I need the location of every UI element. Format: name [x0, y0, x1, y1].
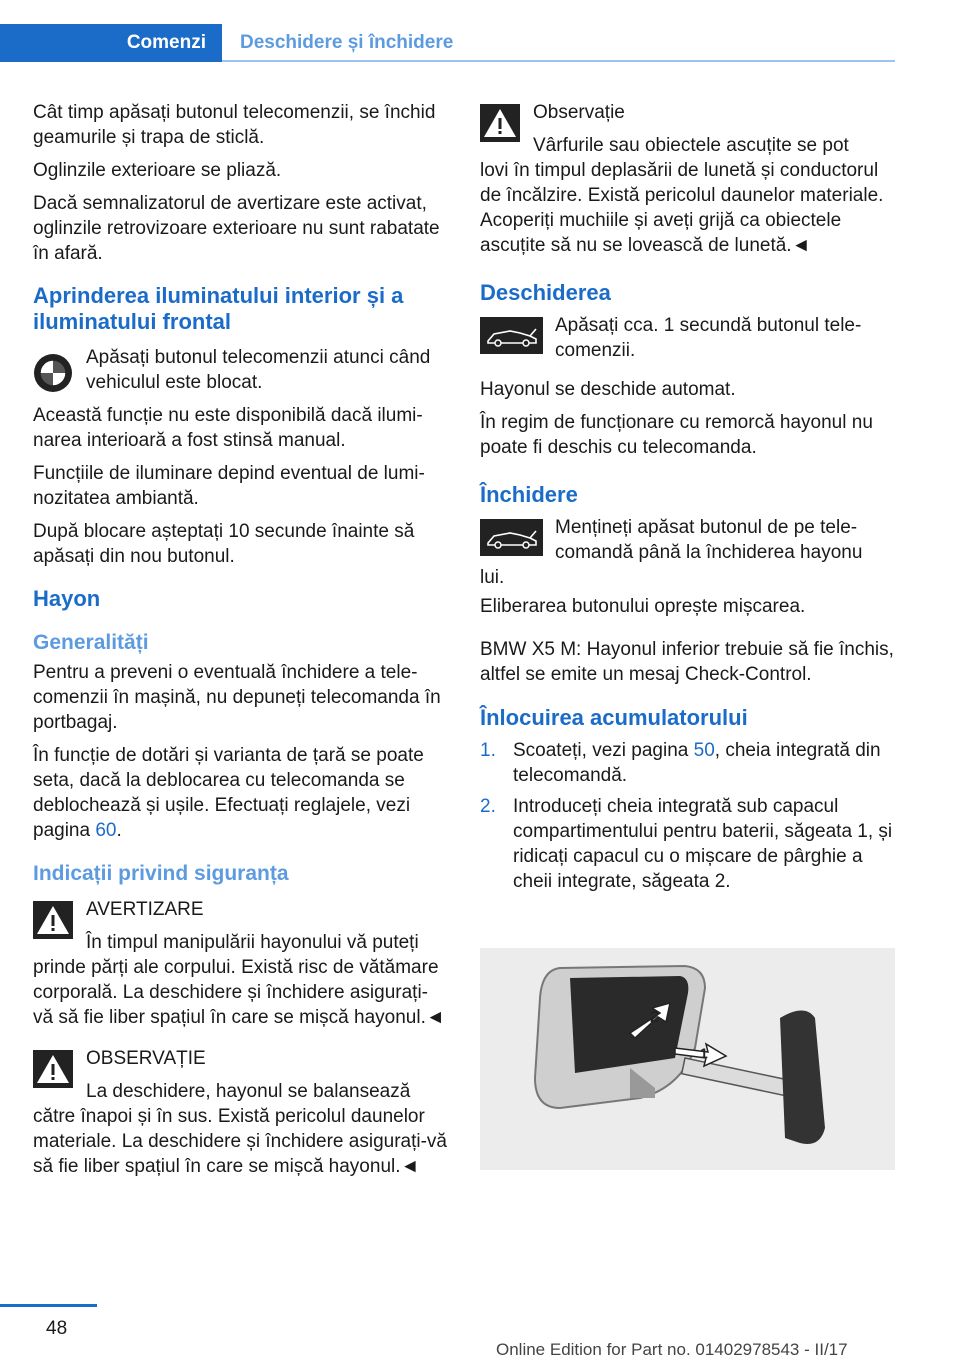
warning-triangle-icon: [480, 104, 520, 142]
tailgate-car-icon: [480, 519, 543, 556]
open-note-text: Apăsați cca. 1 secundă butonul telecomenzii.: [555, 315, 862, 361]
arrow-label-2: 2: [650, 1009, 659, 1026]
observation-body: lovi în timpul deplasării de lunetă și conductorul de încălzire. Există pericolul daunelor materiale. Acoperiți muchiile și aveți grijă ca obiectele ascuțite să nu se lovească de lunetă.◄: [480, 160, 884, 256]
heading-inchidere: Închidere: [480, 482, 578, 507]
notice-body: către înapoi și în sus. Există pericolul daunelor materiale. La deschidere și închidere asigurați-vă să fie liber spațiul în care se mișcă hayonul.◄: [33, 1106, 447, 1177]
key-battery-illustration: [480, 948, 895, 1170]
observation-first-line: Vârfurile sau obiectele ascuțite se pot: [533, 135, 849, 156]
close-note-text: Mențineți apăsat butonul de pe telecomandă până la închiderea hayonu: [555, 517, 863, 563]
page-link-60[interactable]: 60: [95, 820, 117, 841]
paragraph: În funcție de dotări și varianta de țară se poate seta, dacă la deblocarea cu telecomanda se deblochează și ușile. Efectuați reglajele, vezi pagina 60.: [33, 745, 424, 841]
footer-rule: [0, 1304, 97, 1307]
arrow-label-1: 1: [700, 1045, 708, 1061]
list-item: 1. Scoateți, vezi pagina 50, cheia integrată din telecomandă.: [480, 740, 881, 786]
bmw-logo-icon: [33, 353, 73, 393]
paragraph: Pentru a preveni o eventuală închidere a telecomenzii în mașină, nu depuneți telecomanda în portbagaj.: [33, 662, 441, 733]
heading-hayon: Hayon: [33, 586, 101, 611]
tailgate-car-icon: [480, 317, 543, 354]
page-number: 48: [46, 1318, 68, 1339]
battery-steps: [480, 738, 896, 894]
close-note-body: lui.: [480, 567, 505, 588]
left-column: [33, 100, 448, 1187]
tab-comenzi[interactable]: Comenzi: [0, 24, 222, 62]
paragraph: BMW X5 M: Hayonul inferior trebuie să fie închis, altfel se emite un mesaj Check-Control.: [480, 639, 894, 685]
paragraph: Hayonul se deschide automat.: [480, 379, 736, 400]
warning-body: prinde părți ale corpului. Există risc de vătămare corporală. La deschidere și închidere asigurați-vă să fie liber spațiul în care se mișcă hayonul.◄: [33, 957, 445, 1028]
lighting-note: [33, 345, 448, 395]
tab-underline: [222, 60, 895, 62]
warning-first-line: În timpul manipulării hayonului vă puteți: [86, 932, 419, 953]
tab-deschidere-inchidere[interactable]: Deschidere și închidere: [240, 32, 454, 53]
notice-first-line: La deschidere, hayonul se balansează: [86, 1081, 411, 1102]
close-note: [480, 515, 896, 590]
paragraph: Eliberarea butonului oprește mișcarea.: [480, 596, 806, 617]
observation-box: [480, 100, 896, 258]
open-note: [480, 313, 896, 363]
paragraph: Cât timp apăsați butonul telecomenzii, se închid geamurile și trapa de sticlă.: [33, 102, 436, 148]
warning-title: AVERTIZARE: [86, 899, 204, 920]
notice-title: OBSERVAȚIE: [86, 1048, 206, 1069]
edition-text: Online Edition for Part no. 01402978543 - II/17: [496, 1340, 848, 1359]
warning-triangle-icon: [33, 901, 73, 939]
paragraph: Oglinzile exterioare se pliază.: [33, 160, 282, 181]
heading-generalitati: Generalități: [33, 631, 149, 654]
paragraph: Dacă semnalizatorul de avertizare este activat, oglinzile retrovizoare exterioare nu sunt rabatate în afară.: [33, 193, 440, 264]
heading-safety: Indicații privind siguranța: [33, 862, 289, 885]
paragraph: Această funcție nu este disponibilă dacă iluminarea interioară a fost stinsă manual.: [33, 405, 423, 451]
list-item: 2. Introduceți cheia integrată sub capacul compartimentului pentru baterii, săgeata 1, și ridicați capacul cu o mișcare de pârghie a cheii integrate, săgeata 2.: [480, 796, 893, 892]
paragraph: În regim de funcționare cu remorcă hayonul nu poate fi deschis cu telecomanda.: [480, 412, 873, 458]
paragraph: Funcțiile de iluminare depind eventual de luminozitatea ambiantă.: [33, 463, 425, 509]
heading-battery: Înlocuirea acumulatorului: [480, 705, 748, 730]
warning-box: [33, 897, 448, 1030]
header-tabs: [0, 24, 895, 62]
observation-title: Observație: [533, 102, 625, 123]
notice-box: [33, 1046, 448, 1179]
key-illustration-svg: [480, 948, 895, 1170]
page-link-50[interactable]: 50: [693, 740, 715, 761]
warning-triangle-icon: [33, 1050, 73, 1088]
lighting-note-text: Apăsați butonul telecomenzii atunci când vehiculul este blocat.: [86, 347, 431, 393]
paragraph: După blocare așteptați 10 secunde înainte să apăsați din nou butonul.: [33, 521, 415, 567]
heading-deschiderea: Deschiderea: [480, 280, 611, 305]
heading-lighting: Aprinderea iluminatului interior și a iluminatului frontal: [33, 283, 404, 334]
right-column: [480, 100, 896, 900]
